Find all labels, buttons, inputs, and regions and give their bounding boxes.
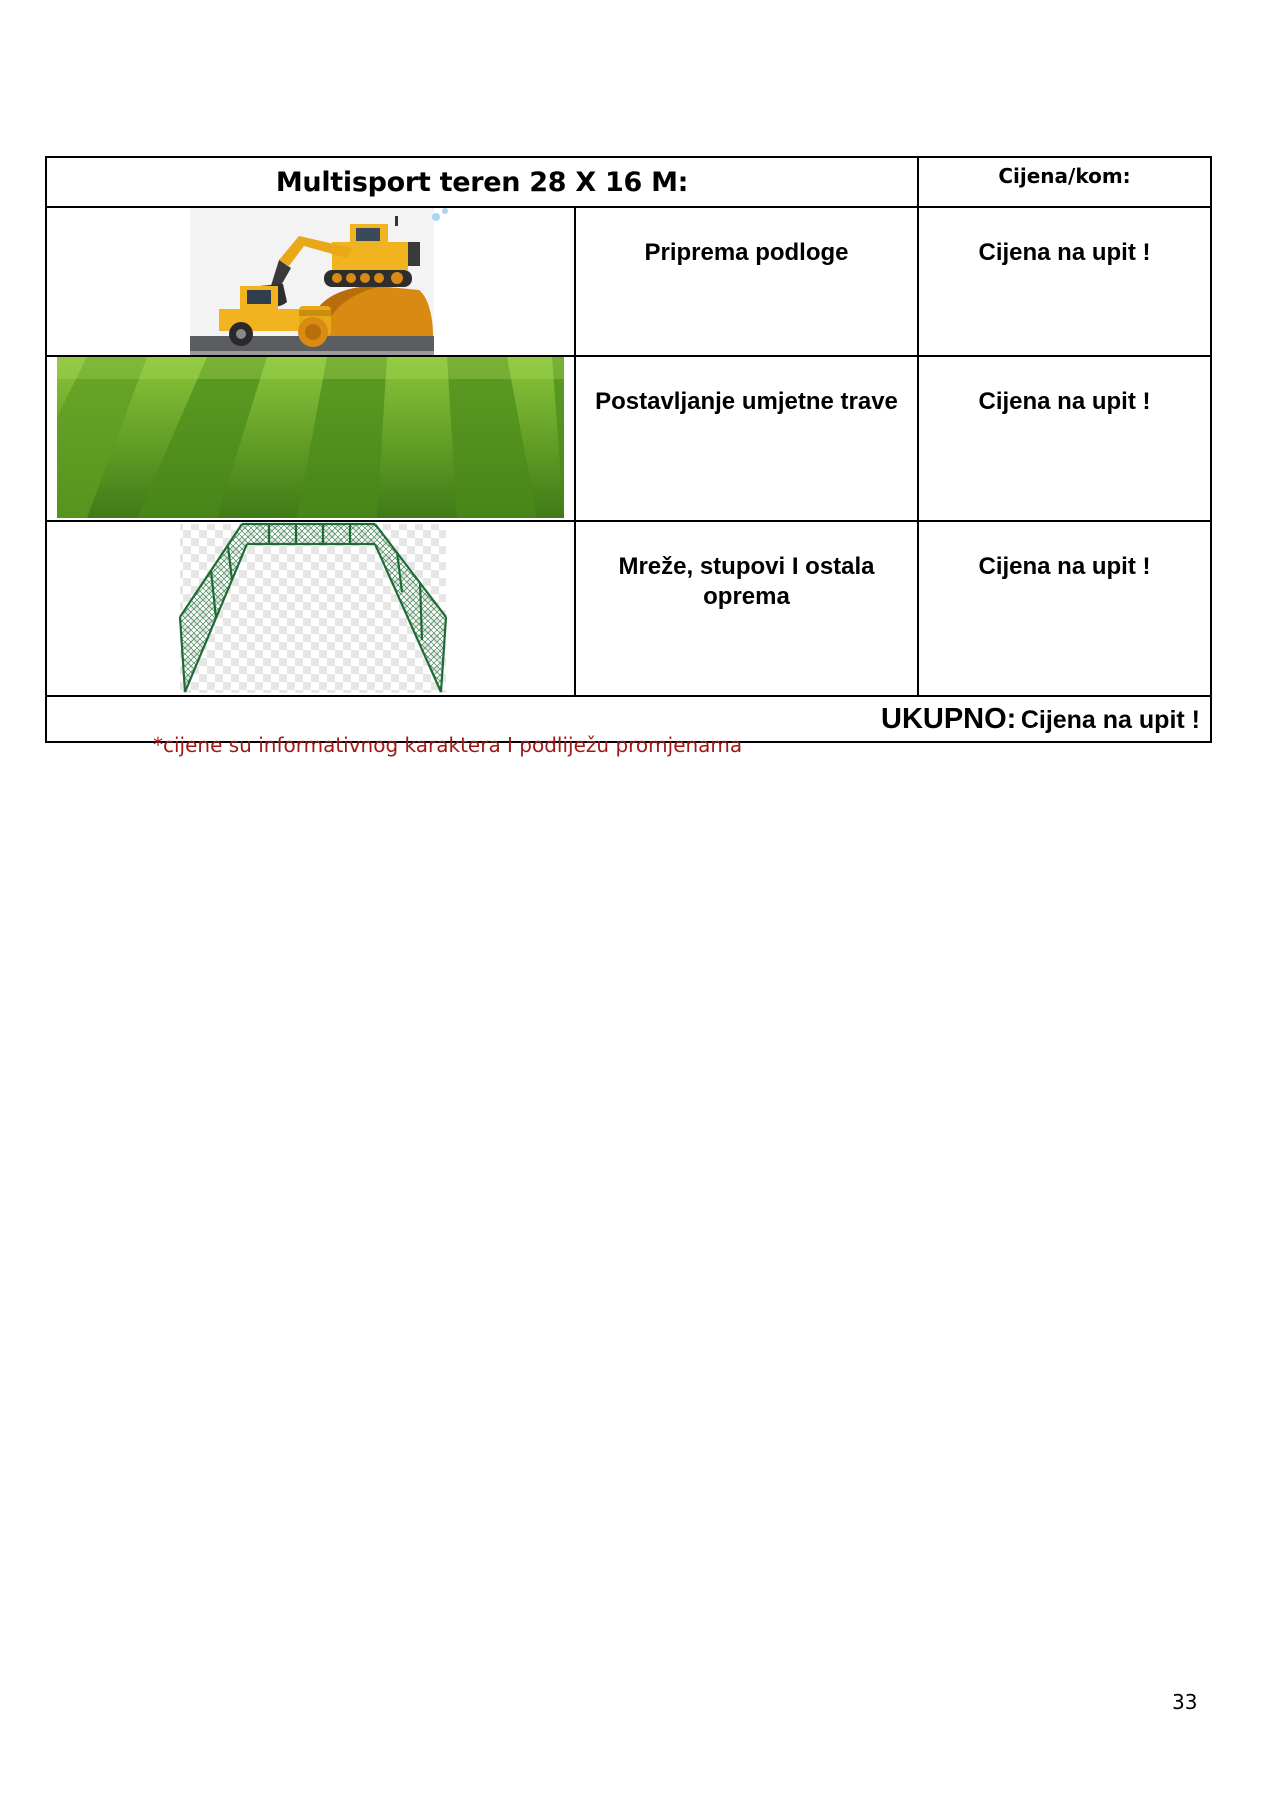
row-price: Cijena na upit ! xyxy=(918,356,1211,521)
row-price: Cijena na upit ! xyxy=(918,207,1211,356)
table-row xyxy=(46,207,1211,356)
row-image-cell xyxy=(46,207,575,356)
row-description: Mreže, stupovi I ostala oprema xyxy=(575,521,918,696)
price-disclaimer: *cijene su informativnog karaktera I podliježu promjenama xyxy=(153,733,743,757)
row-description: Priprema podloge xyxy=(575,207,918,356)
table-title: Multisport teren 28 X 16 M: xyxy=(46,157,918,207)
row-price: Cijena na upit ! xyxy=(918,521,1211,696)
row-image-cell xyxy=(46,356,575,521)
price-column-header: Cijena/kom: xyxy=(918,157,1211,207)
construction-machinery-image xyxy=(47,208,575,355)
row-image-cell xyxy=(46,521,575,696)
total-label: UKUPNO: xyxy=(881,702,1017,735)
table-row xyxy=(46,356,1211,521)
page-number: 33 xyxy=(1172,1690,1198,1714)
fence-image xyxy=(47,522,575,695)
table-row xyxy=(46,521,1211,696)
grass-image xyxy=(47,357,575,520)
total-value: Cijena na upit ! xyxy=(1020,705,1200,734)
price-table xyxy=(45,156,1212,743)
row-description: Postavljanje umjetne trave xyxy=(575,356,918,521)
table-header-row xyxy=(46,157,1211,207)
